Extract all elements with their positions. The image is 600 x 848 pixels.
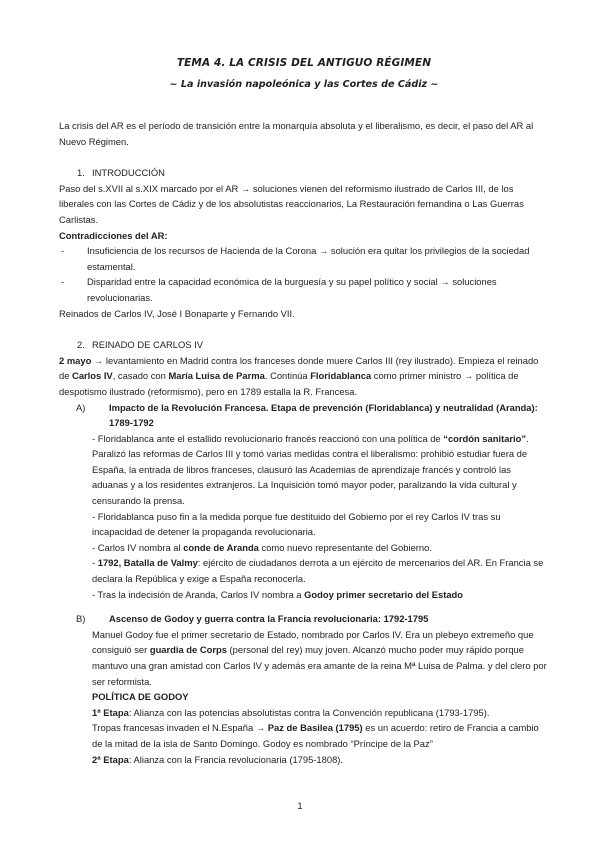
subsection-title: Ascenso de Godoy y guerra contra la Francia revolucionaria: 1792-1795 bbox=[109, 613, 429, 625]
intro-paragraph: La crisis del AR es el período de transición entre la monarquía absoluta y el liberalismo, es decir, el paso del AR al Nuevo Régimen. bbox=[59, 120, 534, 147]
body-line: 1ª Etapa: Alianza con las potencias absolutistas contra la Convención republicana (1793-1795). bbox=[92, 706, 490, 718]
politica-godoy-label: POLÍTICA DE GODOY bbox=[92, 691, 189, 703]
body-line: - 1792, Batalla de Valmy: ejército de ciudadanos derrota a un ejército de mercenarios del AR. En Francia se declara la República y exige a España reconocerla. bbox=[92, 557, 544, 585]
section-number: 1. bbox=[77, 167, 85, 179]
section-number: 2. bbox=[77, 339, 85, 351]
bold-date: 2 mayo bbox=[59, 354, 92, 366]
subsection-heading-b bbox=[59, 611, 549, 627]
section-heading-carlos-iv bbox=[59, 337, 549, 353]
subsection-heading-a bbox=[59, 400, 549, 431]
contradicciones-list bbox=[59, 243, 549, 305]
subsection-letter: A) bbox=[76, 401, 86, 413]
page-subtitle: ~ La invasión napoleónica y las Cortes de Cádiz ~ bbox=[169, 79, 439, 90]
page-number: 1 bbox=[297, 800, 303, 811]
list-item bbox=[59, 243, 549, 274]
bold-maria-luisa: María Luisa de Parma bbox=[168, 370, 265, 382]
body-line: - Floridablanca ante el estallido revolucionario francés reaccionó con una política de “cordón sanitario”. Paralizó las reformas de Carlos III y tomó varias medidas contra el liberalismo: prohibió estudiar fuera de España, la entrada de libros franceses, clausuró las Academias de aprendizaje francés y controló las aduanas y a los residentes extranjeros. La Inquisición tomó mayor poder, paralizando la vida cultural y censurando la prensa. bbox=[92, 432, 529, 507]
body-line: Manuel Godoy fue el primer secretario de Estado, nombrado por Carlos IV. Era un plebeyo extremeño que consiguió ser guardia de Corps (personal del rey) muy joven. Alcanzó mucho poder muy rápido porque mantuvo una gran amistad con Carlos IV y además era amante de la reina Mª Luisa de Palma. y del clero por ser reformista. bbox=[92, 628, 547, 687]
body-line: - Tras la indecisión de Aranda, Carlos IV nombra a Godoy primer secretario del Estado bbox=[92, 588, 463, 600]
subsection-b-body bbox=[59, 627, 549, 767]
section-title: INTRODUCCIÓN bbox=[92, 167, 165, 179]
list-item bbox=[59, 274, 549, 305]
dash-bullet: - bbox=[61, 245, 65, 257]
carlos-iv-paragraph: 2 mayo → levantamiento en Madrid contra los franceses donde muere Carlos III (rey ilustrado). Empieza el reinado de Carlos IV, casado con María Luisa de Parma. Continúa Floridablanca como primer ministro → política de despotismo ilustrado (reformismo), pero en 1789 estalla la R. Francesa. bbox=[59, 354, 539, 397]
list-item-text: Disparidad entre la capacidad económica de la burguesía y su papel político y social → soluciones revolucionarias. bbox=[87, 276, 497, 303]
bold-carlos-iv: Carlos IV bbox=[72, 370, 113, 382]
subsection-letter: B) bbox=[76, 613, 86, 625]
dash-bullet: - bbox=[61, 276, 65, 288]
section-title: REINADO DE CARLOS IV bbox=[92, 339, 203, 351]
body-line: - Carlos IV nombra al conde de Aranda como nuevo representante del Gobierno. bbox=[92, 541, 432, 553]
subsection-a-body bbox=[59, 431, 549, 603]
reinados-line: Reinados de Carlos IV, José I Bonaparte y Fernando VII. bbox=[59, 307, 295, 319]
page-title: TEMA 4. LA CRISIS DEL ANTIGUO RÉGIMEN bbox=[176, 57, 432, 69]
body-line: - Floridablanca puso fin a la medida porque fue destituido del Gobierno por el rey Carlos IV tras su incapacidad de detener la propaganda revolucionaria. bbox=[92, 510, 501, 538]
contradicciones-label: Contradicciones del AR: bbox=[59, 229, 168, 241]
bold-floridablanca: Floridablanca bbox=[310, 370, 372, 382]
list-item-text: Insuficiencia de los recursos de Hacienda de la Corona → solución era quitar los privilegios de la sociedad estamental. bbox=[87, 245, 530, 272]
introduccion-paragraph: Paso del s.XVII al s.XIX marcado por el AR → soluciones vienen del reformismo ilustrado de Carlos III, de los liberales con las Cortes de Cádiz y de los absolutistas reaccionarios, La Restauración fernandina o Las Guerras Carlistas. bbox=[59, 182, 524, 225]
document-page bbox=[59, 56, 549, 767]
body-line: Tropas francesas invaden el N.España → Paz de Basilea (1795) es un acuerdo: retiro de Francia a cambio de la mitad de la isla de Santo Domingo. Godoy es nombrado “Príncipe de la Paz” bbox=[92, 722, 539, 749]
subsection-title: Impacto de la Revolución Francesa. Etapa de prevención (Floridablanca) y neutralidad (Aranda): 1789-1792 bbox=[109, 401, 538, 429]
section-heading-introduccion bbox=[59, 165, 549, 181]
body-line: 2ª Etapa: Alianza con la Francia revolucionaria (1795-1808). bbox=[92, 753, 344, 765]
